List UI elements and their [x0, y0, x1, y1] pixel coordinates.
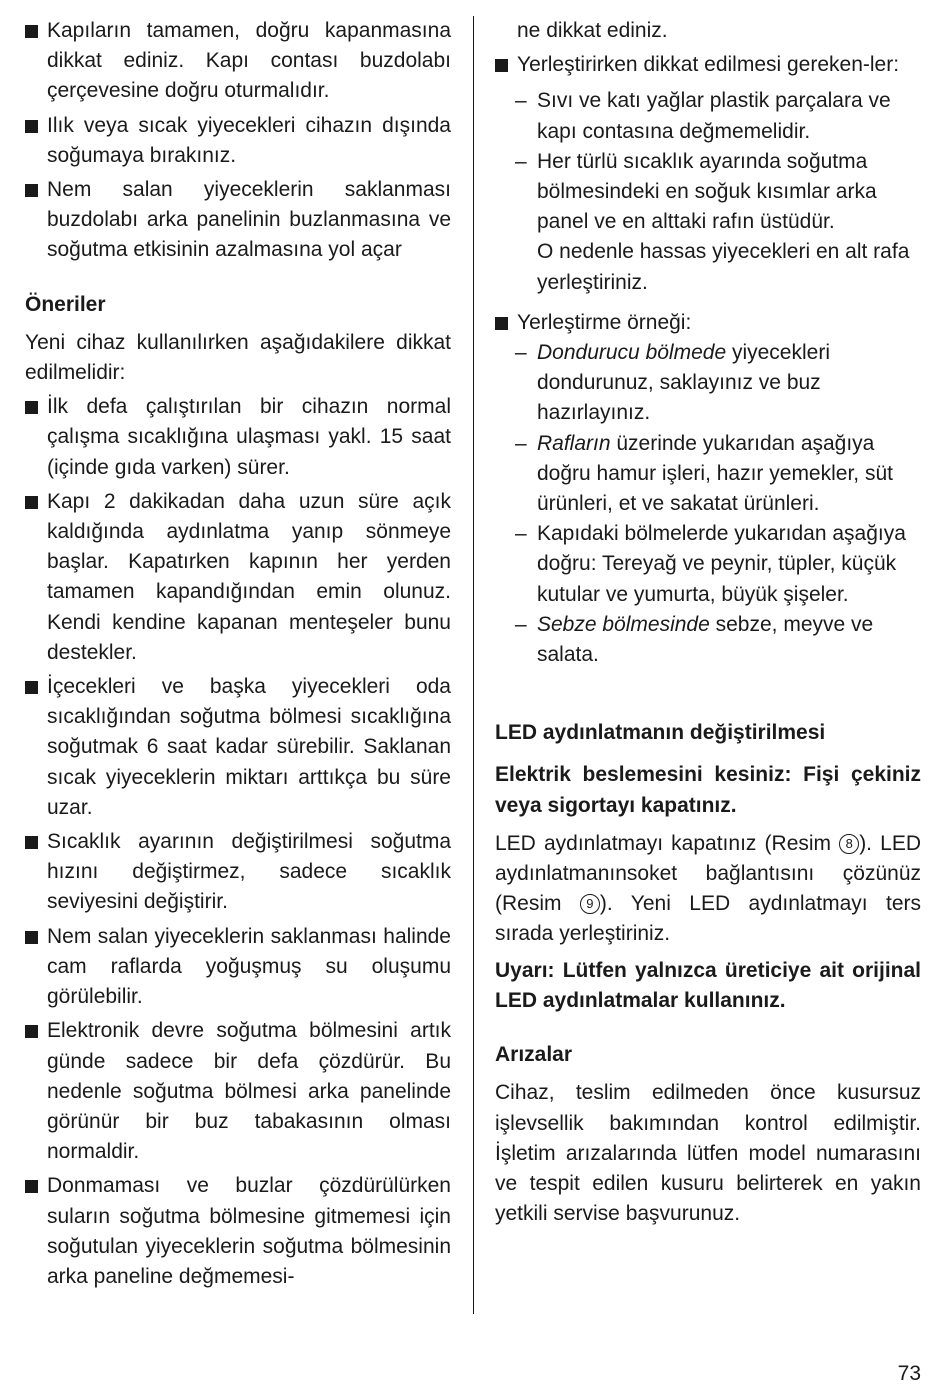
square-bullet-icon: [25, 1180, 38, 1193]
list-item: Nem salan yiyeceklerin saklanması halinde cam raflarda yoğuşmuş su oluşumu görülebilir.: [25, 922, 451, 1013]
led-instructions: LED aydınlatmayı kapatınız (Resim 8 ). LED aydınlatmanınsoket bağlantısını çözünüz (Resim 9 ). Yeni LED aydınlatmayı ters sırada yerleştiriniz.: [495, 831, 922, 946]
square-bullet-icon: [25, 25, 38, 38]
oneriler-heading: Öneriler: [25, 292, 106, 316]
list-item: Sıcaklık ayarının değiştirilmesi soğutma hızını değiştirmez, sadece sıcaklık seviyesini değiştirir.: [25, 827, 451, 918]
dash-item: – Her türlü sıcaklık ayarında soğutma bölmesindeki en soğuk kısımlar arka panel ve en alttaki rafın üstüdür.: [495, 147, 921, 238]
led-warning-power: Elektrik beslemesini kesiniz: Fişi çekiniz veya sigortayı kapatınız.: [495, 763, 921, 817]
list-item: Kapı 2 dakikadan daha uzun süre açık kaldığında aydınlatma yanıp sönmeye başlar. Kapatırken kapının her yerden tamamen kapandığından emin olunuz. Kendi kendine kapanan menteşeler bunu destekler.: [25, 487, 451, 668]
continued-text: ne dikkat ediniz.: [517, 19, 668, 42]
list-item: Kapıların tamamen, doğru kapanmasına dikkat ediniz. Kapı contası buzdolabı çerçevesine doğru oturmalıdır.: [25, 16, 451, 107]
page-number: 73: [897, 1361, 921, 1385]
dash-marker: –: [515, 89, 527, 113]
list-item: Ilık veya sıcak yiyecekleri cihazın dışında soğumaya bırakınız.: [25, 111, 451, 171]
dash-item: – Sebze bölmesinde sebze, meyve ve salata.: [495, 610, 921, 670]
list-item: Donmaması ve buzlar çözdürülürken suların soğutma bölmesine gitmemesi için soğutulan yiyeceklerin soğutma bölmesinin arka paneline değmemesi-: [25, 1171, 451, 1292]
dash-item-continued: O nedenle hassas yiyecekleri en alt rafa yerleştiriniz.: [537, 240, 910, 294]
column-divider: [473, 16, 474, 1314]
left-column: [25, 16, 451, 1296]
square-bullet-icon: [25, 401, 38, 414]
list-item: Elektronik devre soğutma bölmesini artık günde sadece bir defa çözdürür. Bu nedenle soğutma bölmesi arka panelinde görünür bir buz tabakasının olması normaldir.: [25, 1016, 451, 1167]
square-bullet-icon: [25, 496, 38, 509]
list-item: Yerleştirirken dikkat edilmesi gereken-ler:: [495, 50, 921, 80]
square-bullet-icon: [25, 184, 38, 197]
dash-item: – Sıvı ve katı yağlar plastik parçalara ve kapı contasına değmemelidir.: [495, 86, 921, 146]
list-item: Nem salan yiyeceklerin saklanması buzdolabı arka panelinin buzlanmasına ve soğutma etkisinin azalmasına yol açar: [25, 175, 451, 266]
list-item: İçecekleri ve başka yiyecekleri oda sıcaklığından soğutma bölmesi sıcaklığına soğutmak 6 saat kadar sürebilir. Saklanan sıcak yiyeceklerin miktarı arttıkça bu süre uzar.: [25, 672, 451, 823]
faults-heading: Arızalar: [495, 1043, 573, 1067]
figure-ref-8: 8: [839, 834, 859, 854]
square-bullet-icon: [495, 317, 508, 330]
dash-item: – Dondurucu bölmede yiyecekleri dondurunuz, saklayınız ve buz hazırlayınız.: [495, 338, 921, 429]
led-warning-original: Uyarı: Lütfen yalnızca üreticiye ait orijinal LED aydınlatmalar kullanınız.: [495, 958, 921, 1012]
square-bullet-icon: [495, 59, 508, 72]
square-bullet-icon: [25, 931, 38, 944]
dash-item: – Kapıdaki bölmelerde yukarıdan aşağıya doğru: Tereyağ ve peynir, tüpler, küçük kutular ve yumurta, büyük şişeler.: [495, 519, 921, 610]
dash-marker: –: [515, 341, 527, 365]
faults-text: Cihaz, teslim edilmeden önce kusursuz işlevsellik bakımından kontrol edilmiştir. İşletim arızalarında lütfen model numarasını ve tespit edilen kusuru belirterek en yakın yetkili servise başvurunuz.: [495, 1081, 921, 1226]
list-item: İlk defa çalıştırılan bir cihazın normal çalışma sıcaklığına ulaşması yakl. 15 saat (içinde gıda varken) sürer.: [25, 392, 451, 483]
dash-item: – Rafların üzerinde yukarıdan aşağıya doğru hamur işleri, hazır yemekler, süt ürünleri, et ve sakatat ürünleri.: [495, 429, 921, 520]
square-bullet-icon: [25, 120, 38, 133]
oneriler-intro: Yeni cihaz kullanılırken aşağıdakilere dikkat edilmelidir:: [25, 330, 451, 385]
figure-ref-9: 9: [580, 894, 600, 914]
list-item: Yerleştirme örneği:: [495, 308, 921, 338]
square-bullet-icon: [25, 836, 38, 849]
dash-marker: –: [515, 612, 527, 636]
dash-marker: –: [515, 522, 527, 546]
dash-marker: –: [515, 431, 527, 455]
right-column: [495, 16, 921, 1229]
led-heading: LED aydınlatmanın değiştirilmesi: [495, 721, 826, 745]
dash-marker: –: [515, 149, 527, 173]
square-bullet-icon: [25, 681, 38, 694]
square-bullet-icon: [25, 1025, 38, 1038]
